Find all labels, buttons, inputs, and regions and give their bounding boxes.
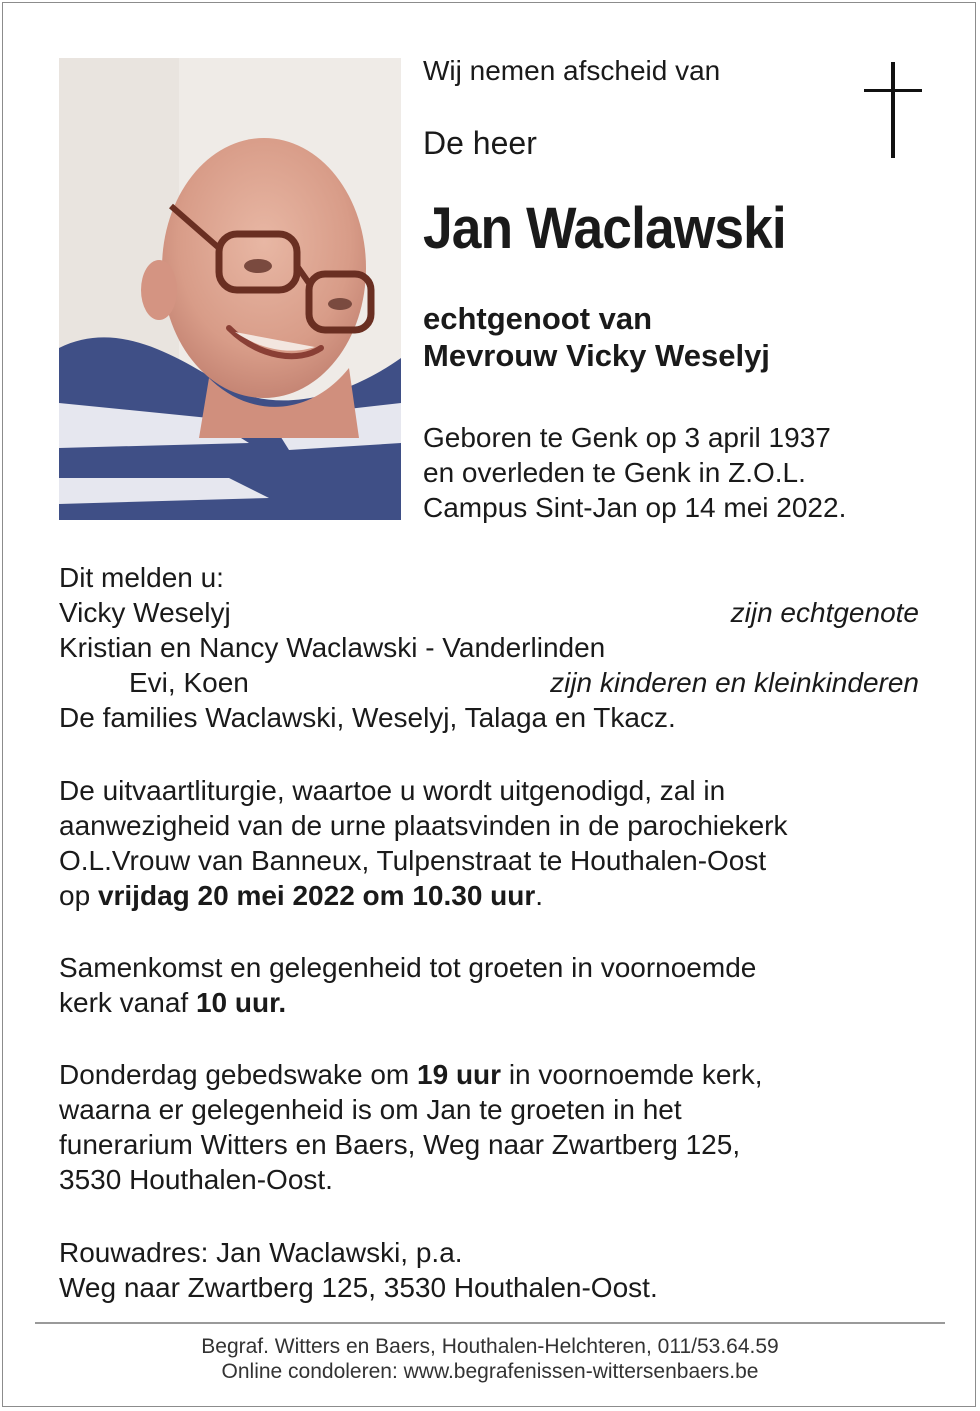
intro-text: Wij nemen afscheid van	[423, 55, 721, 86]
address-line: Weg naar Zwartberg 125, 3530 Houthalen-Oost.	[59, 1272, 658, 1303]
spouse-label: echtgenoot van	[423, 301, 653, 336]
spouse-block	[423, 300, 770, 374]
bio-line: Geboren te Genk op 3 april 1937	[423, 422, 831, 453]
family-section	[59, 560, 919, 735]
liturgy-section	[59, 773, 788, 913]
family-member-name: Evi, Koen	[129, 667, 249, 698]
wake-time: 19 uur	[417, 1059, 502, 1090]
family-row	[59, 630, 919, 665]
family-relation: zijn kinderen en kleinkinderen	[550, 667, 919, 698]
spouse-name: Mevrouw Vicky Weselyj	[423, 338, 770, 373]
gathering-time: 10 uur.	[195, 987, 287, 1018]
bio-line: Campus Sint-Jan op 14 mei 2022.	[423, 492, 847, 523]
wake-line: funerarium Witters en Baers, Weg naar Zwartberg 125,	[59, 1129, 741, 1160]
family-row	[59, 595, 919, 630]
deceased-name: Jan Waclawski	[423, 196, 786, 261]
bio-line: en overleden te Genk in Z.O.L.	[423, 457, 806, 488]
liturgy-line: O.L.Vrouw van Banneux, Tulpenstraat te Houthalen-Oost	[59, 845, 767, 876]
family-intro: Dit melden u:	[59, 562, 224, 593]
wake-line: 3530 Houthalen-Oost.	[59, 1164, 333, 1195]
honorific: De heer	[423, 125, 537, 161]
family-relation: zijn echtgenote	[730, 597, 919, 628]
family-row	[59, 665, 919, 700]
gathering-time-line: kerk vanaf 10 uur.	[59, 987, 287, 1018]
address-section	[59, 1235, 658, 1305]
footer-divider	[35, 1322, 945, 1324]
liturgy-line: De uitvaartliturgie, waartoe u wordt uitgenodigd, zal in	[59, 775, 726, 806]
liturgy-line: aanwezigheid van de urne plaatsvinden in de parochiekerk	[59, 810, 788, 841]
family-member-name: Kristian en Nancy Waclawski - Vanderlinden	[59, 632, 606, 663]
wake-time-line: Donderdag gebedswake om 19 uur in voornoemde kerk,	[59, 1059, 763, 1090]
liturgy-date-line: op vrijdag 20 mei 2022 om 10.30 uur.	[59, 880, 544, 911]
gathering-line: Samenkomst en gelegenheid tot groeten in voornoemde	[59, 952, 757, 983]
gathering-section	[59, 950, 756, 1020]
footer-condolence-link[interactable]: Online condoleren: www.begrafenissen-wittersenbaers.be	[221, 1360, 759, 1383]
family-member-name: Vicky Weselyj	[59, 597, 231, 628]
birth-death-info	[423, 420, 846, 525]
wake-line: waarna er gelegenheid is om Jan te groeten in het	[59, 1094, 682, 1125]
cross-icon	[864, 62, 922, 158]
families-line: De families Waclawski, Weselyj, Talaga en Tkacz.	[59, 702, 676, 733]
address-line: Rouwadres: Jan Waclawski, p.a.	[59, 1237, 463, 1268]
footer-funeral-home: Begraf. Witters en Baers, Houthalen-Helchteren, 011/53.64.59	[201, 1335, 779, 1358]
wake-section	[59, 1057, 763, 1197]
liturgy-datetime: vrijdag 20 mei 2022 om 10.30 uur	[97, 880, 536, 911]
portrait-photo	[59, 58, 401, 520]
portrait-illustration	[59, 58, 401, 520]
